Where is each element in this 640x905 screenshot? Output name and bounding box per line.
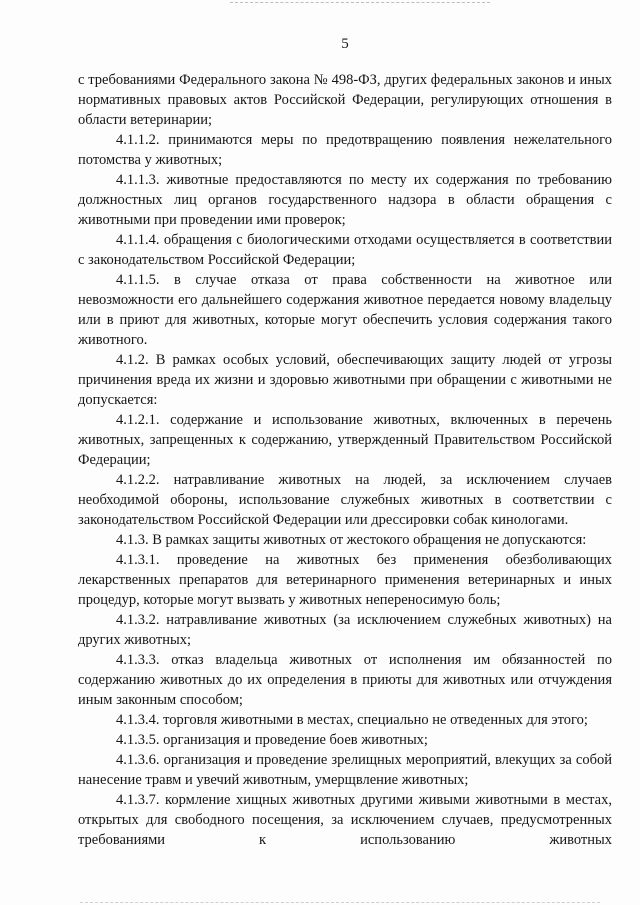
bottom-scan-line — [80, 902, 600, 903]
paragraph-4-1-1-4: 4.1.1.4. обращения с биологическими отходами осуществляется в соответствии с законодательством Российской Федерации; — [78, 232, 612, 268]
paragraph-4-1-3-3: 4.1.3.3. отказ владельца животных от исполнения им обязанностей по содержанию животных до их определения в приюты для животных или отчуждения иным законным способом; — [78, 652, 612, 708]
paragraph-continuation: с требованиями Федерального закона № 498-ФЗ, других федеральных законов и иных нормативных правовых актов Российской Федерации, регулирующих отношения в области ветеринарии; — [78, 72, 612, 128]
paragraph-4-1-3-7: 4.1.3.7. кормление хищных животных другими живыми животными в местах, открытых для свободного посещения, за исключением случаев, предусмотренных требованиями к использованию животных — [78, 792, 612, 848]
paragraph-4-1-3-2: 4.1.3.2. натравливание животных (за исключением служебных животных) на других животных; — [78, 612, 612, 648]
paragraph-4-1-2-2: 4.1.2.2. натравливание животных на людей, за исключением случаев необходимой обороны, использование служебных животных в соответствии с законодательством Российской Федерации или дрессировки собак кинологами. — [78, 472, 612, 528]
top-scan-line — [230, 2, 490, 3]
paragraph-4-1-1-5: 4.1.1.5. в случае отказа от права собственности на животное или невозможности его дальнейшего содержания животное передается новому владельцу или в приют для животных, которые могут обеспечить условия содержания такого животного. — [78, 272, 612, 348]
paragraph-4-1-3: 4.1.3. В рамках защиты животных от жестокого обращения не допускаются: — [116, 532, 587, 548]
paragraph-4-1-2-1: 4.1.2.1. содержание и использование животных, включенных в перечень животных, запрещенных к содержанию, утвержденный Правительством Российской Федерации; — [78, 412, 612, 468]
paragraph-4-1-3-1: 4.1.3.1. проведение на животных без применения обезболивающих лекарственных препаратов для ветеринарного применения ветеринарных и иных процедур, которые могут вызвать у животных непереносимую боль; — [78, 552, 612, 608]
paragraph-4-1-1-3: 4.1.1.3. животные предоставляются по месту их содержания по требованию должностных лиц органов государственного надзора в области обращения с животными при проведении ими проверок; — [78, 172, 612, 228]
document-body — [78, 70, 612, 850]
paragraph-4-1-1-2: 4.1.1.2. принимаются меры по предотвращению появления нежелательного потомства у животных; — [78, 132, 612, 168]
paragraph-4-1-3-4: 4.1.3.4. торговля животными в местах, специально не отведенных для этого; — [116, 712, 588, 728]
paragraph-4-1-2: 4.1.2. В рамках особых условий, обеспечивающих защиту людей от угрозы причинения вреда их жизни и здоровью животными при обращении с животными не допускается: — [78, 352, 612, 408]
page-number: 5 — [341, 36, 349, 52]
paragraph-4-1-3-5: 4.1.3.5. организация и проведение боев животных; — [116, 732, 428, 748]
paragraph-4-1-3-6: 4.1.3.6. организация и проведение зрелищных мероприятий, влекущих за собой нанесение травм и увечий животным, умерщвление животных; — [78, 752, 612, 788]
